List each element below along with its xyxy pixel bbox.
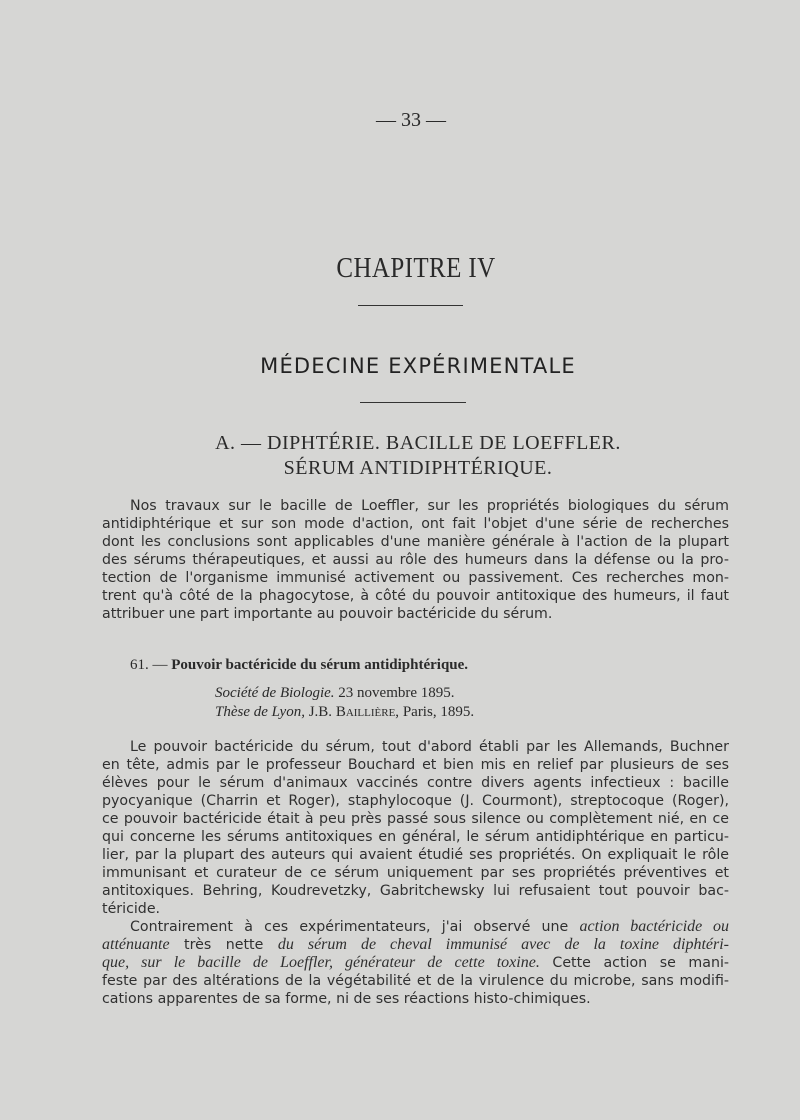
reference-publisher: Baillière,: [335, 704, 400, 720]
text-run: très nette: [169, 937, 278, 953]
divider-rule: [358, 305, 463, 306]
reference-source: Société de Biologie.: [215, 685, 335, 701]
emphasis-text: du sérum de cheval immunisé avec de la toxine diphtéri-: [277, 936, 729, 953]
divider-rule: [360, 402, 466, 403]
main-paragraph: [102, 738, 729, 1008]
text-line: pyocyanique (Charrin et Roger), staphylocoque (J. Courmont), streptocoque (Roger),: [102, 793, 729, 809]
emphasis-text: que, sur le bacille de Loeffler, générateur de cette toxine.: [102, 954, 540, 971]
emphasis-text: action bactéricide ou: [579, 918, 729, 935]
text-line: dont les conclusions sont applicables d'une manière générale à l'action de la plupart: [102, 534, 729, 550]
section-title: MÉDECINE EXPÉRIMENTALE: [260, 354, 576, 378]
text-line: cations apparentes de sa forme, ni de ses réactions histo-chimiques.: [102, 991, 591, 1007]
text-line: feste par des altérations de la végétabilité et de la virulence du microbe, sans modifi-: [102, 973, 729, 989]
subsection-heading: [0, 431, 800, 481]
text-line: attribuer une part importante au pouvoir bactéricide du sérum.: [102, 606, 553, 622]
intro-paragraph: [102, 497, 729, 623]
text-line: tection de l'organisme immunisé activement ou passivement. Ces recherches mon-: [102, 570, 729, 586]
text-line: en tête, admis par le professeur Bouchard et bien mis en relief par plusieurs de ses: [102, 757, 729, 773]
reference-source: Thèse de Lyon,: [215, 704, 305, 720]
text-line: qui concerne les sérums antitoxiques en général, le sérum antidiphtérique en particu-: [102, 829, 729, 845]
reference-publisher-prefix: J.B.: [304, 704, 336, 720]
text-run: Cette action se mani-: [539, 955, 729, 971]
text-line: antitoxiques. Behring, Koudrevetzky, Gabritchewsky lui refusaient tout pouvoir bac-: [102, 883, 729, 899]
reference-place-date: Paris, 1895.: [399, 704, 475, 720]
text-line: [102, 918, 729, 936]
reference-date: 23 novembre 1895.: [334, 685, 455, 701]
subsection-line: SÉRUM ANTIDIPHTÉRIQUE.: [283, 457, 553, 479]
text-line: antidiphtérique et sur son mode d'action, ont fait l'objet d'une série de recherches: [102, 516, 729, 532]
text-line: téricide.: [102, 901, 161, 917]
text-line: Nos travaux sur le bacille de Loeffler, sur les propriétés biologiques du sérum: [130, 498, 729, 514]
text-line: [102, 936, 729, 954]
chapter-title: CHAPITRE IV: [336, 252, 496, 284]
text-line: [102, 954, 729, 972]
text-line: ce pouvoir bactéricide était à peu près passé sous silence ou complètement nié, en ce: [102, 811, 729, 827]
text-run: Contrairement à ces expérimentateurs, j'ai observé une: [130, 919, 580, 935]
text-line: élèves pour le sérum d'animaux vaccinés contre divers agents infectieux : bacille: [102, 775, 729, 791]
text-line: lier, par la plupart des auteurs qui avaient étudié ses propriétés. On expliquait le rôle: [102, 847, 729, 863]
reference-line: [215, 704, 474, 721]
entry-title: Pouvoir bactéricide du sérum antidiphtérique.: [171, 657, 469, 673]
text-line: trent qu'à côté de la phagocytose, à côté du pouvoir antitoxique des humeurs, il faut: [102, 588, 729, 604]
emphasis-text: atténuante: [102, 936, 170, 953]
entry-heading: [130, 657, 468, 674]
text-line: des sérums thérapeutiques, et aussi au rôle des humeurs dans la défense ou la pro-: [102, 552, 729, 568]
entry-number: 61. —: [130, 657, 168, 673]
reference-line: [215, 685, 455, 702]
text-line: Le pouvoir bactéricide du sérum, tout d'abord établi par les Allemands, Buchner: [130, 739, 729, 755]
page-number: — 33 —: [376, 109, 446, 131]
subsection-line: A. — DIPHTÉRIE. BACILLE DE LOEFFLER.: [215, 432, 621, 454]
text-line: immunisant et curateur de ce sérum uniquement par ses propriétés préventives et: [102, 865, 729, 881]
